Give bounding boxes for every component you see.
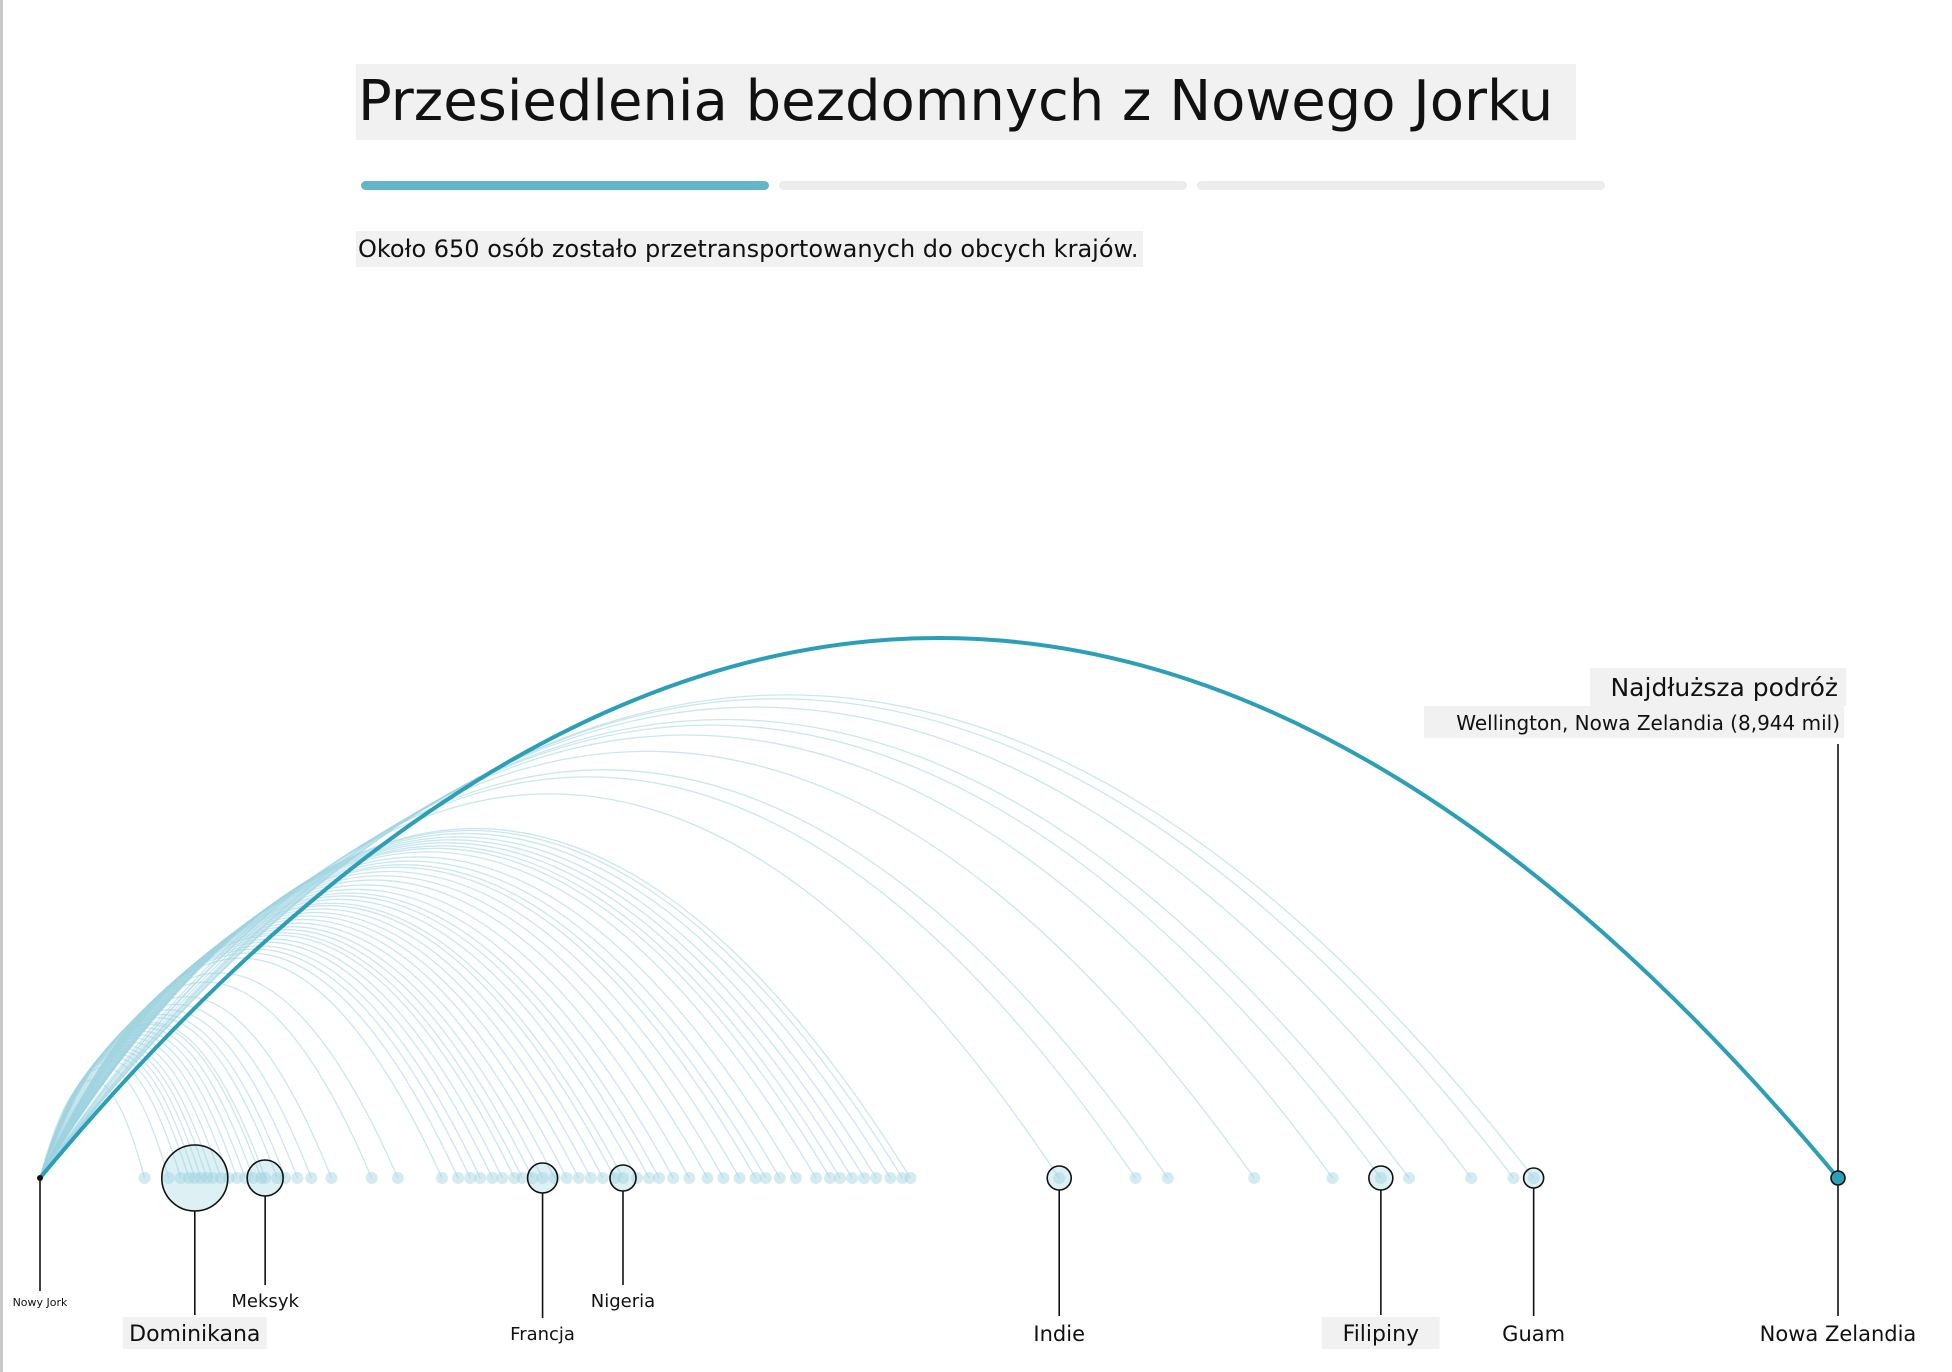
- destination-dot[interactable]: [1248, 1172, 1260, 1184]
- destination-dot[interactable]: [667, 1172, 679, 1184]
- destination-dot[interactable]: [653, 1172, 665, 1184]
- destination-dot[interactable]: [597, 1172, 609, 1184]
- destination-arc: [40, 837, 876, 1178]
- destination-dot[interactable]: [474, 1172, 486, 1184]
- destination-dot[interactable]: [717, 1172, 729, 1184]
- destination-dot[interactable]: [325, 1172, 337, 1184]
- callout-title: Najdłuższa podróż: [1610, 673, 1838, 702]
- destination-dot[interactable]: [810, 1172, 822, 1184]
- destination-dot[interactable]: [496, 1172, 508, 1184]
- guam-label: Guam: [1502, 1322, 1566, 1346]
- destination-dot[interactable]: [884, 1172, 896, 1184]
- leader-line-layer: [40, 1178, 1838, 1318]
- destination-dot[interactable]: [701, 1172, 713, 1184]
- destination-dot[interactable]: [1508, 1172, 1520, 1184]
- destination-dot[interactable]: [858, 1172, 870, 1184]
- label-layer: [4, 1287, 1926, 1349]
- destination-dot[interactable]: [366, 1172, 378, 1184]
- meksyk-label: Meksyk: [231, 1291, 299, 1312]
- destination-dot[interactable]: [834, 1172, 846, 1184]
- dominikana-label: Dominikana: [129, 1322, 261, 1347]
- destination-dot[interactable]: [734, 1172, 746, 1184]
- destination-dot[interactable]: [305, 1172, 317, 1184]
- destination-dot[interactable]: [846, 1172, 858, 1184]
- dominikana-marker[interactable]: [162, 1145, 228, 1211]
- destination-dot[interactable]: [1130, 1172, 1142, 1184]
- destination-dot-layer: [37, 1145, 1845, 1211]
- highlight-callout: [1424, 668, 1846, 1171]
- destination-dot[interactable]: [139, 1172, 151, 1184]
- destination-dot[interactable]: [452, 1172, 464, 1184]
- francja-marker[interactable]: [528, 1163, 558, 1193]
- filipiny-label: Filipiny: [1342, 1322, 1420, 1347]
- destination-dot[interactable]: [291, 1172, 303, 1184]
- nowy-jork-label: Nowy Jork: [12, 1296, 68, 1309]
- indie-marker[interactable]: [1047, 1166, 1071, 1190]
- nigeria-label: Nigeria: [590, 1291, 656, 1312]
- nigeria-marker[interactable]: [610, 1165, 636, 1191]
- callout-detail: Wellington, Nowa Zelandia (8,944 mil): [1456, 711, 1840, 735]
- destination-dot[interactable]: [561, 1172, 573, 1184]
- meksyk-marker[interactable]: [247, 1160, 283, 1196]
- destination-dot[interactable]: [683, 1172, 695, 1184]
- francja-label: Francja: [510, 1324, 575, 1345]
- destination-dot[interactable]: [573, 1172, 585, 1184]
- destination-dot[interactable]: [1162, 1172, 1174, 1184]
- nowa-zelandia-label: Nowa Zelandia: [1759, 1322, 1917, 1346]
- guam-marker[interactable]: [1524, 1168, 1544, 1188]
- filipiny-marker[interactable]: [1369, 1166, 1393, 1190]
- story-title: Przesiedlenia bezdomnych z Nowego Jorku: [356, 64, 1576, 140]
- destination-dot[interactable]: [760, 1172, 772, 1184]
- destination-dot[interactable]: [790, 1172, 802, 1184]
- destination-dot[interactable]: [1403, 1172, 1415, 1184]
- destination-dot[interactable]: [585, 1172, 597, 1184]
- nowa-zelandia-marker[interactable]: [1831, 1171, 1845, 1185]
- destination-dot[interactable]: [774, 1172, 786, 1184]
- destination-dot[interactable]: [436, 1172, 448, 1184]
- indie-label: Indie: [1033, 1322, 1086, 1346]
- destination-dot[interactable]: [1327, 1172, 1339, 1184]
- destination-dot[interactable]: [1465, 1172, 1477, 1184]
- destination-dot[interactable]: [870, 1172, 882, 1184]
- destination-dot[interactable]: [392, 1172, 404, 1184]
- destination-dot[interactable]: [904, 1172, 916, 1184]
- story-subtitle: Około 650 osób zostało przetransportowanych do obcych krajów.: [356, 231, 1143, 267]
